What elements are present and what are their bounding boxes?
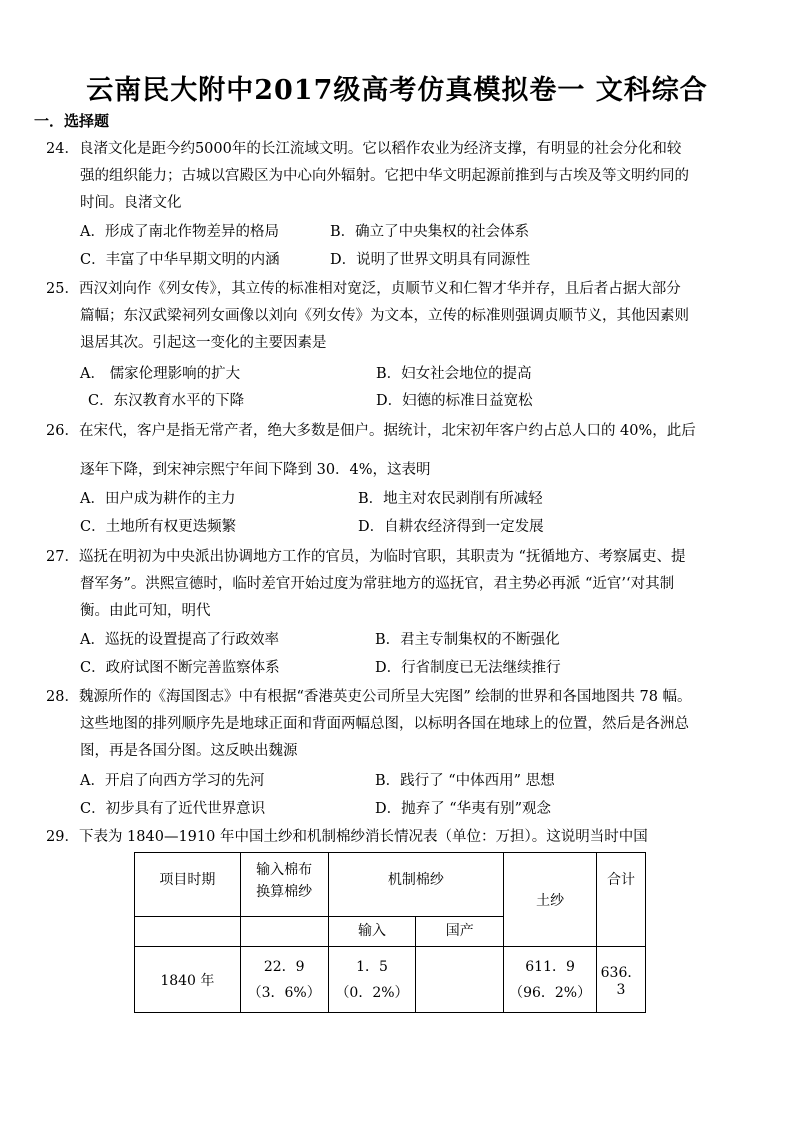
q26-line-2: 逐年下降，到宋神宗熙宁年间下降到 30．4%，这表明 [80, 462, 431, 478]
q27-line-1: 27．巡抚在明初为中央派出协调地方工作的官员，为临时官职，其职责为 “抚循地方、考察属吏、提 [46, 549, 686, 565]
table-header-row-1 [135, 853, 646, 917]
q25-option-c: C．东汉教育水平的下降 [88, 393, 245, 409]
q24-option-a: A．形成了南北作物差异的格局 [80, 224, 279, 240]
row-cloth [240, 947, 328, 1013]
table-row [135, 947, 646, 1013]
q24-option-b: B．确立了中央集权的社会体系 [330, 224, 530, 240]
q24-option-c: C．丰富了中华早期文明的内涵 [80, 252, 280, 268]
page-title: 云南民大附中2017级高考仿真模拟卷一 文科综合 [86, 75, 708, 106]
q29-line-1: 29．下表为 1840—1910 年中国土纱和机制棉纱消长情况表（单位：万担）。这说明当时中国 [46, 829, 648, 845]
q26-option-d: D．自耕农经济得到一定发展 [358, 519, 544, 535]
row-domestic [416, 947, 504, 1013]
q25-line-2: 篇幅；东汉武梁祠列女画像以刘向《列女传》为文本，立传的标准则强调贞顺节义，其他因素则 [80, 308, 689, 324]
header-period-empty [135, 917, 241, 947]
q24-line-2: 强的组织能力；古城以宫殿区为中心向外辐射。它把中华文明起源前推到与古埃及等文明约同的 [80, 168, 689, 184]
q26-line-1: 26．在宋代，客户是指无常产者，绝大多数是佃户。据统计，北宋初年客户约占总人口的 40%，此后 [46, 423, 696, 439]
q28-line-2: 这些地图的排列顺序先是地球正面和背面两幅总图，以标明各国在地球上的位置，然后是各洲总 [80, 716, 689, 732]
q24-option-d: D．说明了世界文明具有同源性 [330, 252, 531, 268]
q28-line-3: 图，再是各国分图。这反映出魏源 [80, 743, 298, 759]
header-imported-cloth [240, 853, 328, 917]
q28-option-b: B．践行了 “中体西用” 思想 [375, 773, 555, 789]
q28-option-d: D．抛弃了 “华夷有别”观念 [375, 801, 552, 817]
row-cloth-value: 22．9 [263, 958, 305, 975]
q28-line-1: 28．魏源所作的《海国图志》中有根据“香港英吏公司所呈大宪图” 绘制的世界和各国地图共 78 幅。 [46, 689, 692, 705]
row-local-yarn-percent: （96．2%） [509, 984, 592, 1001]
q27-option-c: C．政府试图不断完善监察体系 [80, 660, 280, 676]
row-import-percent: （0．2%） [335, 984, 409, 1001]
header-imported-cloth-line-2: 换算棉纱 [256, 884, 313, 900]
header-local-yarn: 土纱 [504, 853, 597, 947]
q25-option-a: A． 儒家伦理影响的扩大 [80, 366, 241, 382]
header-import: 输入 [328, 917, 416, 947]
q25-line-3: 退居其次。引起这一变化的主要因素是 [80, 335, 327, 351]
row-local-yarn [504, 947, 597, 1013]
row-local-yarn-value: 611．9 [525, 958, 575, 975]
q27-line-3: 衡。由此可知，明代 [80, 603, 211, 619]
row-import-value: 1．5 [356, 958, 388, 975]
row-total: 636．3 [597, 947, 646, 1013]
section-heading: 一．选择题 [34, 112, 110, 130]
header-period: 项目时期 [135, 853, 241, 917]
row-period: 1840 年 [135, 947, 241, 1013]
q25-option-d: D．妇德的标准日益宽松 [376, 393, 533, 409]
q28-option-a: A．开启了向西方学习的先河 [80, 773, 265, 789]
q27-option-b: B．君主专制集权的不断强化 [375, 632, 560, 648]
header-machine-yarn: 机制棉纱 [328, 853, 504, 917]
q27-option-d: D．行省制度已无法继续推行 [375, 660, 561, 676]
row-import [328, 947, 416, 1013]
header-domestic: 国产 [416, 917, 504, 947]
q25-option-b: B．妇女社会地位的提高 [376, 366, 532, 382]
q25-line-1: 25．西汉刘向作《列女传》，其立传的标准相对宽泛，贞顺节义和仁智才华并存，且后者占据大部分 [46, 281, 681, 297]
q24-line-1: 24．良渚文化是距今约5000年的长江流域文明。它以稻作农业为经济支撑，有明显的社会分化和较 [46, 141, 682, 157]
q26-option-b: B．地主对农民剥削有所减轻 [358, 491, 543, 507]
q27-option-a: A．巡抚的设置提高了行政效率 [80, 632, 279, 648]
yarn-statistics-table [134, 852, 646, 1013]
q26-option-c: C．土地所有权更迭频繁 [80, 519, 237, 535]
q28-option-c: C．初步具有了近代世界意识 [80, 801, 266, 817]
q27-line-2: 督军务”。洪熙宣德时，临时差官开始过度为常驻地方的巡抚官，君主势必再派 “近官’‘对其制 [80, 576, 675, 592]
header-cloth-empty [240, 917, 328, 947]
header-imported-cloth-line-1: 输入棉布 [256, 862, 313, 878]
q24-line-3: 时间。良渚文化 [80, 195, 182, 211]
header-total: 合计 [597, 853, 646, 947]
row-cloth-percent: （3．6%） [247, 984, 321, 1001]
q26-option-a: A．田户成为耕作的主力 [80, 491, 236, 507]
